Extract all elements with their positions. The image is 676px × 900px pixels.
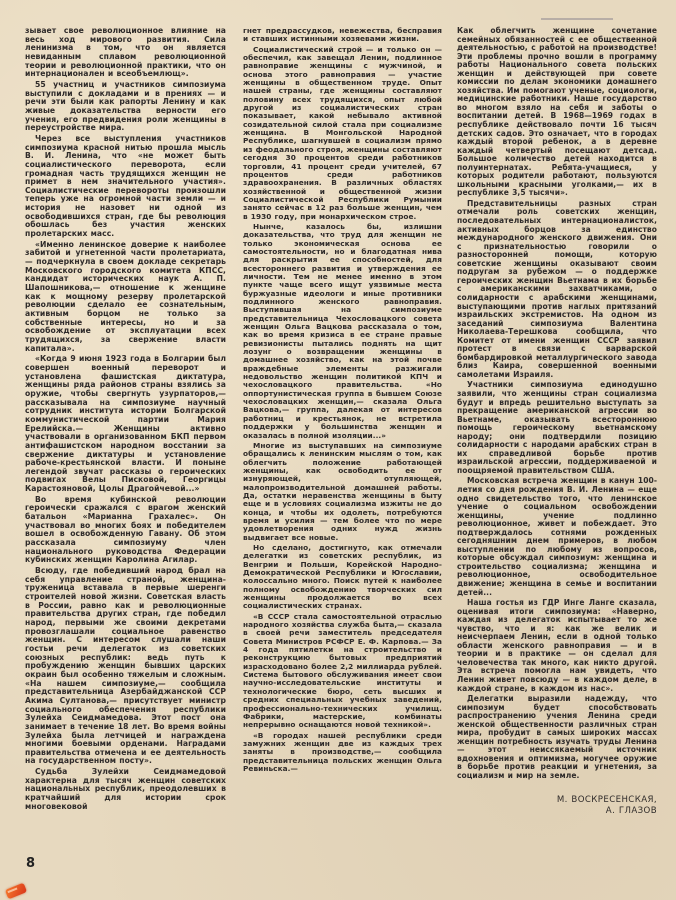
paragraph: Делегатки выразили надежду, что симпозиум будет способствовать распространению учения Ленина среди женской общественности различных стран мира, пробудит в самых широких массах женщин потребность изучать труды Ленина — этот неиссякаемый источник вдохновения и оптимизма, могучее оружие в борьбе против реакции и угнетения, за социализм и мир на земле. xyxy=(457,694,657,781)
paragraph: Социалистический строй — и только он — обеспечил, как завещал Ленин, подлинное равноправие женщины с мужчиной, и основа этого равноправия — участие женщины в общественном труде. Опыт нашей страны, где женщины составляют половину всех трудящихся, опыт любой другой из социалистических стран показывает, какой небывало активной созидательной силой стала при социализме женщина. В Монгольской Народной Республике, шагнувшей в социализм прямо из феодального строя, женщины составляют сегодня 30 процентов среди работников торговли, 41 процент среди учителей, 67 процентов среди работников здравоохранения. В различных областях хозяйственной и общественной жизни Социалистической Республики Румынии занято сейчас в 12 раз больше женщин, чем в 1930 году, при монархическом строе. xyxy=(243,44,442,221)
paragraph: Через все выступления участников симпозиума красной нитью прошла мысль В. И. Ленина, что «не может быть социалистического переворота, если громадная часть трудящихся женщин не примет в нем значительного участия». Социалистические перевороты произошли теперь уже на огромной части земли — и история не назовет ни одной из освободившихся стран, где бы революция обошлась без участия женских пролетарских масс. xyxy=(25,133,226,239)
paragraph: зывает свое революционное влияние на весь ход мирового развития. Сила ленинизма в том, что он является невиданным сплавом революционной теории и революционной практики, что он интернационален и всеобъемлющ». xyxy=(25,26,226,79)
paragraph: Многие из выступавших на симпозиуме обращались к ленинским мыслям о том, как облегчить положение работающей женщины, как освободить ее от изнуряющей, отупляющей, малопроизводительной домашней работы. Да, остатки неравенства женщины в быту еще и в условиях социализма изжиты не до конца, и чтобы их одолеть, потребуются время и усилия — тем более что по мере удовлетворения одних нужд жизнь выдвигает все новые. xyxy=(243,440,442,542)
paragraph: «В городах нашей республики среди замужних женщин две из каждых трех заняты в производстве,— сообщила представительница польских женщин Ольга Ревиньска.— xyxy=(243,730,442,773)
text-column-2 xyxy=(243,27,442,787)
column-3-body xyxy=(457,27,657,781)
paragraph: Судьба Зулейхи Сеидмамедовой характерна для тысяч женщин советских национальных республик, преодолевших в кратчайший для истории срок многовековой xyxy=(25,767,226,811)
text-column-1 xyxy=(25,27,226,811)
paragraph: «В СССР стала самостоятельной отраслью народного хозяйства служба быта,— сказала в своей речи заместитель председателя Совета Министров РСФСР Е. Ф. Карпова.— За 4 года пятилетки на строительство и реконструкцию бытовых предприятий израсходовано более 2,2 миллиарда рублей. Система бытового обслуживания имеет свои научно-исследовательские институты и технологические бюро, сеть высших и средних специальных учебных заведений, профессионально-технических училищ. Фабрики, мастерские, комбинаты непрерывно оснащаются новой техникой». xyxy=(243,611,442,730)
paragraph: «Именно ленинское доверие к наиболее забитой и угнетенной части пролетариата,— подчеркнула в своем докладе секретарь Московского городского комитета КПСС, кандидат исторических наук А. П. Шапошникова,— отношение к женщине как к мощному резерву пролетарской революции сделало ее сознательным, активным борцом не только за собственные интересы, но и за освобождение от эксплуатации всех трудящихся, за свержение власти капитала». xyxy=(25,239,226,353)
top-divider xyxy=(541,18,613,20)
paragraph: Всюду, где победивший народ брал на себя управление страной, женщина-труженица вставала в первые шеренги строителей новой жизни. Советская власть в России, равно как и революционные правительства других стран, где победил народ, первыми же своими декретами провозглашали социальное равенство женщин. С интересом слушали наши гостьи речи делегаток из советских союзных республик: ведь путь к пробуждению женщин бывших царских окраин был особенно тяжелым и сложным. «На нашем симпозиуме,— сообщила представительница Азербайджанской ССР Акима Султанова,— присутствует министр социального обеспечения республики Зулейха Сеидмамедова. Этот пост она занимает в течение 18 лет. Во время войны Зулейха была летчицей и награждена многими боевыми орденами. Наградами правительства отмечена и ее деятельность на государственном посту». xyxy=(25,566,226,766)
paragraph: 55 участниц и участников симпозиума выступили с докладами и в прениях — и речи эти были как рапорты Ленину и как живые доказательства верности его учения, его предвидения роли женщины в переустройстве мира. xyxy=(25,79,226,133)
paragraph: «Когда 9 июня 1923 года в Болгарии был совершен военный переворот и установлена фашистская диктатура, женщины ряда районов страны взялись за оружие, чтобы свергнуть узурпаторов,— рассказывала на симпозиуме научный сотрудник института истории Болгарской коммунистической партии Мария Ерелийска.— Женщины активно участвовали в организованном БКП первом антифашистском народном восстании за свержение диктатуры и установление рабоче-крестьянской власти. И поныне легендой звучат рассказы о героических подвигах Велы Писковой, Георгицы Карастояновой, Цолы Драгойчевой...» xyxy=(25,354,226,494)
paragraph: Как облегчить женщине сочетание семейных обязанностей с ее общественной деятельностью, с работой на производстве! Эти проблемы прочно вошли в программу работы Национального совета польских женщин и действующей при совете комиссии по делам экономики домашнего хозяйства. Им помогают ученые, социологи, медицинские работники. Наше государство во многом взяло на себя и заботы о воспитании детей. В 1968—1969 годах в республике действовало почти 16 тысяч детских садов. Это означает, что в городах каждый второй ребенок, а в деревне каждый четвертый посещают детсад. Большое количество детей находится в полуинтернатах. Ребята-учащиеся, у которых родители работают, пользуются школьными красными уголками,— их в республике 3,5 тысячи». xyxy=(457,26,657,198)
author-2: А. ГЛАЗОВ xyxy=(605,805,657,816)
paragraph: Московская встреча женщин в канун 100-летия со дня рождения В. И. Ленина — еще одно свидетельство того, что ленинское учение о социальном освобождении женщины, учение подлинно революционное, живет и побеждает. Это подтверждалось сотнями рожденных сегодняшним днем примеров, в любом выступлении по любому из вопросов, которые обсуждал симпозиум: женщина и строительство социализма; женщина и революционное, освободительное движение; женщина в семье и воспитании детей... xyxy=(457,476,657,597)
text-column-3 xyxy=(457,27,657,827)
paragraph: Участники симпозиума единодушно заявили, что женщины стран социализма будут и впредь решительно выступать за прекращение американской агрессии во Вьетнаме, оказывать всестороннюю помощь героическому вьетнамскому народу; они подтвердили позицию солидарности с народами арабских стран в их справедливой борьбе против израильской агрессии, поддерживаемой и поощряемой правительством США. xyxy=(457,380,657,475)
paragraph: Наша гостья из ГДР Инге Ланге сказала, оценивая итоги симпозиума: «Наверно, каждая из делегаток испытывает то же чувство, что и я: как же велик и неисчерпаем Ленин, если в одной только области женского равноправия — и в теории и в практике — он сделал для человечества так много, как никто другой. Эта встреча помогла нам увидеть, что Ленин живет повсюду — в каждом деле, в каждой стране, в каждом из нас». xyxy=(457,598,657,693)
paragraph: Представительницы разных стран отмечали роль советских женщин, последовательных интернационалисток, активных борцов за единство международного женского движения. Они с признательностью говорили о разносторонней помощи, которую советские женщины оказывают своим подругам за рубежом — о поддержке героических женщин Вьетнама в их борьбе с американскими захватчиками, о солидарности с арабскими женщинами, выступающими против наглых притязаний израильских экстремистов. На одном из заседаний симпозиума Валентина Николаева-Терешкова сообщила, что Комитет от имени женщин СССР заявил протест в связи с варварской бомбардировкой металлургического завода близ Каира, совершенной военными самолетами Израиля. xyxy=(457,198,657,379)
signature xyxy=(457,795,657,817)
paragraph: Но сделано, достигнуто, как отмечали делегатки из советских республик, из Венгрии и Польши, Корейской Народно-Демократической Республики и Югославии, колоссально много. Поиск путей к наиболее полному освобождению творческих сил женщины продолжается во всех социалистических странах. xyxy=(243,542,442,611)
paragraph: Во время кубинской революции героически сражался с врагом женский батальон «Марианна Грахалес». Он участвовал во многих боях и победителем вошел в освобожденную Гавану. Об этом рассказала симпозиуму член национального руководства Федерации кубинских женщин Каролина Агилар. xyxy=(25,494,226,565)
paragraph: Нынче, казалось бы, излишни доказательства, что труд для женщин не только экономическая основа ее самостоятельности, но и благодатная нива для раскрытия ее способностей, для всестороннего развития и утверждения ее личности. Тем не менее именно в этом пункте чаще всего ищут уязвимые места буржуазные идеологи и иные противники подлинного женского равноправия. Выступившая на симпозиуме представительница Чехословацкого совета женщин Ольга Вацкова рассказала о том, как во время кризиса в ее стране правые ревизионисты пытались поднять на щит лозунг о возвращении женщины в домашнее хозяйство, как на этой почве враждебные элементы разжигали недовольство женщин политикой КПЧ и чехословацкого правительства. «Но оппортунистическая группа в бывшем Союзе чехословацких женщин,— сказала Ольга Вацкова,— группа, далекая от интересов работниц и крестьянок, не встретила поддержки у большинства женщин и оказалась в полной изоляции...» xyxy=(243,221,442,440)
paragraph: гнет предрассудков, невежества, бесправия и ставших истинными хозяевами жизни. xyxy=(243,26,442,44)
author-1: М. ВОСКРЕСЕНСКАЯ, xyxy=(556,794,657,805)
page-number: 8 xyxy=(26,856,36,871)
